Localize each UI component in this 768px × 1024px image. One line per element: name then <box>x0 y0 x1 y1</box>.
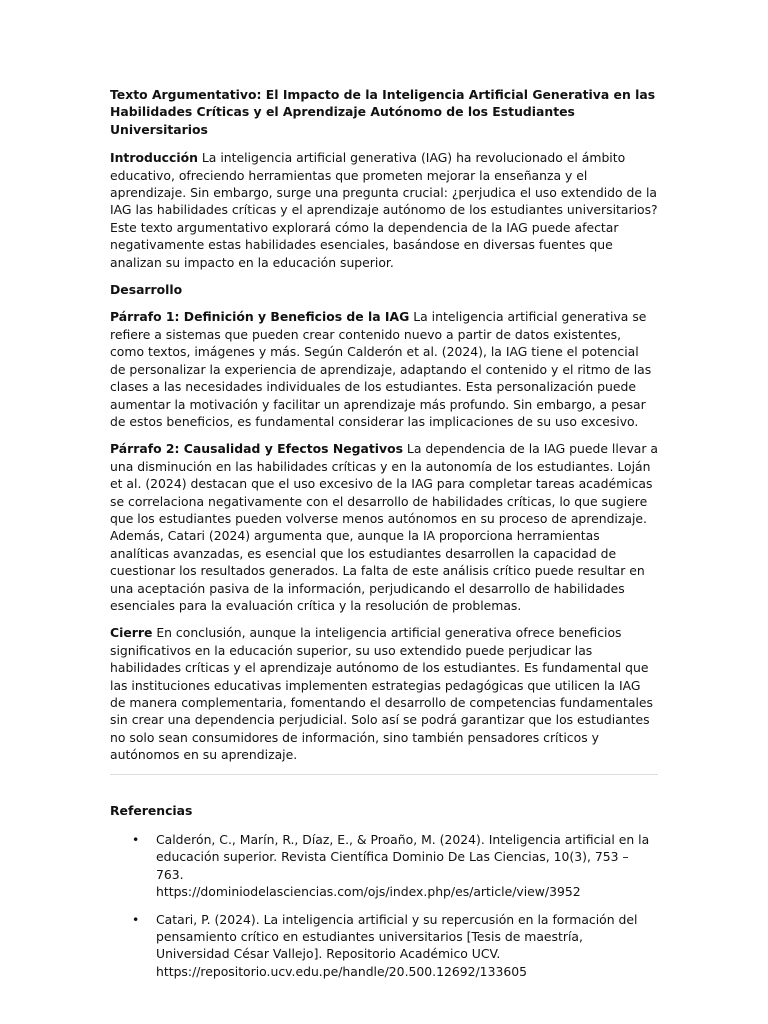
cierre-paragraph <box>110 624 658 763</box>
paragraph-1-text: La inteligencia artificial generativa se refiere a sistemas que pueden crear contenido nuevo a partir de datos existentes, como textos, imágenes y más. Según Calderón et al. (2024), la IAG tiene el potencial de personalizar la experiencia de aprendizaje, adaptando el contenido y el ritmo de las clases a las necesidades individuales de los estudiantes. Esta personalización puede aumentar la motivación y facilitar un aprendizaje más profundo. Sin embargo, a pesar de estos beneficios, es fundamental considerar las implicaciones de su uso excesivo. <box>110 309 652 429</box>
document-title: Texto Argumentativo: El Impacto de la Inteligencia Artificial Generativa en las Habilidades Críticas y el Aprendizaje Autónomo de los Estudiantes Universitarios <box>110 87 656 137</box>
cierre-lead: Cierre <box>110 625 153 641</box>
reference-text: Calderón, C., Marín, R., Díaz, E., & Proaño, M. (2024). Inteligencia artificial en la educación superior. Revista Científica Dominio De Las Ciencias, 10(3), 753 – 763. <box>156 832 650 882</box>
bullet-icon: • <box>132 911 140 927</box>
intro-lead: Introducción <box>110 150 198 166</box>
desarrollo-heading: Desarrollo <box>110 282 183 298</box>
reference-url[interactable]: https://dominiodelasciencias.com/ojs/index.php/es/article/view/3952 <box>156 884 581 900</box>
intro-text: La inteligencia artificial generativa (IAG) ha revolucionado el ámbito educativo, ofreciendo herramientas que prometen mejorar la enseñanza y el aprendizaje. Sin embargo, surge una pregunta crucial: ¿perjudica el uso extendido de la IAG las habilidades críticas y el aprendizaje autónomo de los estudiantes universitarios? Este texto argumentativo explorará cómo la dependencia de la IAG puede afectar negativamente estas habilidades esenciales, basándose en diversas fuentes que analizan su impacto en la educación superior. <box>110 150 658 270</box>
reference-item <box>132 831 658 901</box>
paragraph-1 <box>110 308 658 430</box>
section-divider <box>110 774 658 775</box>
paragraph-2-text: La dependencia de la IAG puede llevar a una disminución en las habilidades críticas y en la autonomía de los estudiantes. Loján et al. (2024) destacan que el uso excesivo de la IAG para completar tareas académicas se correlaciona negativamente con el desarrollo de habilidades críticas, lo que sugiere que los estudiantes pueden volverse menos autónomos en su proceso de aprendizaje. Además, Catari (2024) argumenta que, aunque la IA proporciona herramientas analíticas avanzadas, es esencial que los estudiantes desarrollen la capacidad de cuestionar los resultados generados. La falta de este análisis crítico puede resultar en una aceptación pasiva de la información, perjudicando el desarrollo de habilidades esenciales para la evaluación crítica y la resolución de problemas. <box>110 441 658 613</box>
bullet-icon: • <box>132 832 140 848</box>
intro-paragraph <box>110 149 658 271</box>
references-heading: Referencias <box>110 802 193 818</box>
reference-url[interactable]: https://repositorio.ucv.edu.pe/handle/20.500.12692/133605 <box>156 963 527 979</box>
reference-text: Catari, P. (2024). La inteligencia artificial y su repercusión en la formación del pensamiento crítico en estudiantes universitarios [Tesis de maestría, Universidad César Vallejo]. Repositorio Académico UCV. <box>156 911 638 962</box>
paragraph-2-lead: Párrafo 2: Causalidad y Efectos Negativos <box>110 441 403 457</box>
paragraph-2 <box>110 440 658 614</box>
paragraph-1-lead: Párrafo 1: Definición y Beneficios de la IAG <box>110 309 410 325</box>
cierre-text: En conclusión, aunque la inteligencia artificial generativa ofrece beneficios significativos en la educación superior, su uso extendido puede perjudicar las habilidades críticas y el aprendizaje autónomo de los estudiantes. Es fundamental que las instituciones educativas implementen estrategias pedagógicas que utilicen la IAG de manera complementaria, fomentando el desarrollo de competencias fundamentales sin crear una dependencia perjudicial. Solo así se podrá garantizar que los estudiantes no solo sean consumidores de información, sino también pensadores críticos y autónomos en su aprendizaje. <box>110 625 653 763</box>
reference-item <box>132 911 658 981</box>
references-list <box>110 831 658 980</box>
